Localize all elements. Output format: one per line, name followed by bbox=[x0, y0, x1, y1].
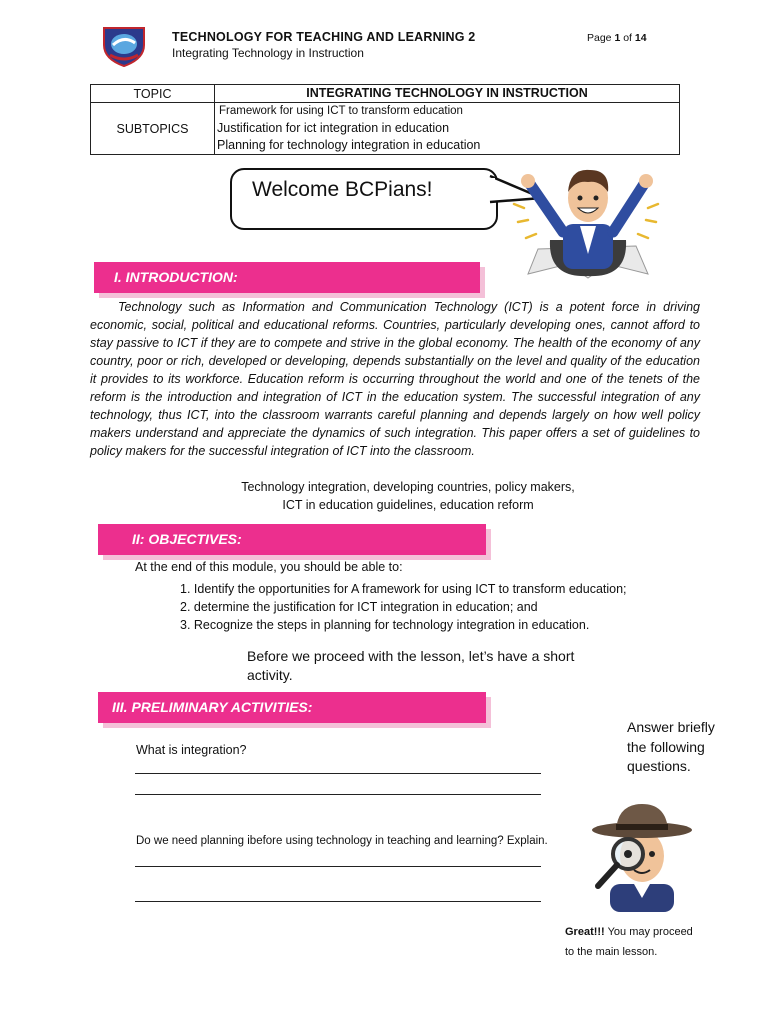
page-indicator bbox=[587, 32, 647, 44]
side-instruction: Answer briefly the following questions. bbox=[627, 719, 715, 774]
objective-item: 3. Recognize the steps in planning for technology integration in education. bbox=[180, 618, 590, 632]
introduction-paragraph: Technology such as Information and Communication Technology (ICT) is a potent force in driving economic, social, political and educational reforms. Countries, particularly developing ones, cannot afford to stay passive to ICT if they are to compete and strive in the global economy. The health of the economy of any country, poor or rich, developed or developing, depends substantially on the level and quality of the education it provides to its workforce. Education reform is occurring throughout the world and one of the tenets of the reform is the introduction and integration of ICT in the education system. The successful integration of any technology, thus ICT, into the classroom warrants careful planning and depends largely on how well policy makers understand and appreciate the dynamics of such integration. This paper offers a set of guidelines to policy makers for the successful integration of ICT into the classroom. bbox=[90, 300, 700, 458]
great-note bbox=[565, 922, 695, 962]
keywords-line: Technology integration, developing countries, policy makers, bbox=[241, 480, 575, 494]
topic-value: INTEGRATING TECHNOLOGY IN INSTRUCTION bbox=[215, 85, 680, 103]
keywords bbox=[160, 479, 656, 514]
introduction-heading: I. INTRODUCTION: bbox=[114, 269, 238, 285]
answer-line[interactable] bbox=[135, 901, 541, 902]
subtopics-cell bbox=[215, 103, 680, 155]
subtopic-item: Framework for using ICT to transform education bbox=[219, 105, 463, 117]
course-title: TECHNOLOGY FOR TEACHING AND LEARNING 2 bbox=[172, 30, 476, 44]
subtopic-item: Planning for technology integration in education bbox=[217, 138, 481, 152]
welcome-text: Welcome BCPians! bbox=[252, 178, 433, 201]
objectives-banner bbox=[98, 524, 486, 555]
objectives-list bbox=[180, 580, 627, 634]
great-bold: Great!!! bbox=[565, 926, 605, 938]
school-logo bbox=[100, 25, 148, 67]
page-word: Page bbox=[587, 32, 612, 44]
preliminary-heading: III. PRELIMINARY ACTIVITIES: bbox=[112, 699, 313, 715]
great-rest: You may proceed to the main lesson. bbox=[565, 926, 693, 958]
detective-avatar-illustration bbox=[588, 800, 696, 912]
objective-item: 2. determine the justification for ICT integration in education; and bbox=[180, 600, 538, 614]
topic-label: TOPIC bbox=[91, 85, 215, 103]
course-subtitle: Integrating Technology in Instruction bbox=[172, 46, 364, 60]
question-2: Do we need planning ibefore using technology in teaching and learning? Explain. bbox=[136, 835, 548, 847]
keywords-line: ICT in education guidelines, education reform bbox=[282, 497, 534, 512]
topic-table bbox=[90, 84, 680, 155]
preliminary-banner bbox=[98, 692, 486, 723]
cheering-avatar-illustration bbox=[508, 154, 666, 280]
page-current: 1 bbox=[614, 32, 621, 44]
objectives-heading: II: OBJECTIVES: bbox=[132, 531, 242, 547]
objective-item: 1. Identify the opportunities for A framework for using ICT to transform education; bbox=[180, 582, 627, 596]
page-of: of bbox=[623, 32, 632, 44]
answer-line[interactable] bbox=[135, 794, 541, 795]
subtopics-label: SUBTOPICS bbox=[91, 103, 215, 155]
objectives-lead: At the end of this module, you should be able to: bbox=[135, 560, 403, 574]
answer-line[interactable] bbox=[135, 773, 541, 774]
page-total: 14 bbox=[634, 32, 647, 44]
introduction-banner bbox=[94, 262, 480, 293]
answer-line[interactable] bbox=[135, 866, 541, 867]
question-1: What is integration? bbox=[136, 743, 247, 757]
subtopic-item: Justification for ict integration in education bbox=[217, 121, 450, 135]
proceed-text: Before we proceed with the lesson, let’s have a short activity. bbox=[247, 648, 575, 683]
